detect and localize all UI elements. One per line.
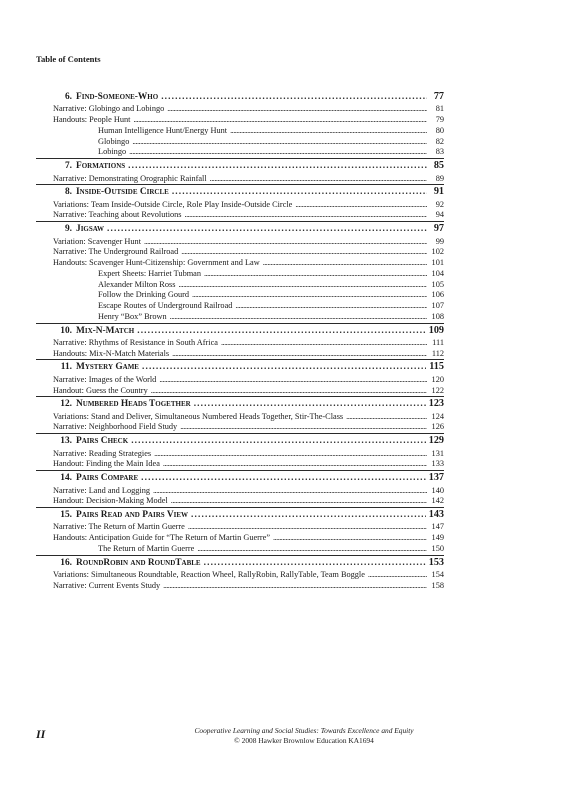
chapter-number: 14. (60, 473, 72, 484)
table-of-contents (36, 90, 444, 592)
chapter-title: Numbered Heads Together (76, 399, 191, 410)
entry-title: Globingo (98, 136, 130, 146)
page-number: 101 (431, 258, 444, 268)
toc-chapter-row (36, 184, 444, 199)
page-number: 83 (435, 147, 444, 157)
dot-leader (204, 556, 426, 570)
entry-title: Handouts: Mix-N-Match Materials (53, 348, 170, 358)
dot-leader (141, 471, 426, 485)
toc-entry-row (36, 258, 444, 269)
page-number: 97 (433, 223, 444, 235)
entry-title: Handouts: Anticipation Guide for “The Return of Martin Guerre” (53, 533, 271, 543)
toc-entry-row (36, 126, 444, 137)
chapter-number: 6. (64, 92, 72, 102)
page-number: 107 (431, 301, 444, 311)
footer-page-number: II (36, 727, 46, 741)
toc-entry-row (36, 247, 444, 258)
dot-leader (163, 459, 427, 470)
dot-leader (295, 200, 427, 211)
entry-title: Narrative: The Underground Railroad (53, 247, 179, 257)
toc-entry-row (36, 570, 444, 581)
toc-chapter-row (36, 433, 444, 448)
chapter-number: 11. (60, 362, 72, 373)
page-number: 85 (433, 160, 444, 172)
dot-leader (159, 375, 427, 386)
dot-leader (194, 397, 426, 411)
toc-entry-row (36, 210, 444, 221)
page-number: 111 (432, 337, 444, 347)
toc-chapter-row (36, 323, 444, 338)
chapter-title: Mystery Game (76, 362, 139, 373)
toc-entry-row (36, 280, 444, 291)
entry-title: Escape Routes of Underground Railroad (98, 301, 233, 311)
page-number: 82 (435, 136, 444, 146)
page-number: 109 (428, 324, 444, 336)
page-number: 77 (433, 91, 444, 102)
toc-chapter-row (36, 221, 444, 236)
toc-entry-row (36, 301, 444, 312)
page-number: 105 (431, 279, 444, 289)
dot-leader (129, 147, 427, 158)
page-number: 133 (431, 459, 444, 469)
entry-title: The Return of Martin Guerre (98, 543, 195, 553)
toc-entry-row (36, 375, 444, 386)
toc-entry-row (36, 312, 444, 323)
dot-leader (128, 159, 427, 173)
page-number: 89 (435, 173, 444, 183)
dot-leader (161, 90, 427, 104)
entry-title: Handout: Decision-Making Model (53, 496, 168, 506)
page-number: 79 (435, 115, 444, 125)
toc-entry-row (36, 422, 444, 433)
dot-leader (154, 449, 427, 460)
toc-entry-row (36, 581, 444, 592)
chapter-title: Pairs Read and Pairs View (76, 510, 188, 521)
page-number: 104 (431, 268, 444, 278)
page-number: 106 (431, 290, 444, 300)
toc-chapter-row (36, 507, 444, 522)
dot-leader (210, 174, 427, 185)
page-number: 102 (431, 247, 444, 257)
dot-leader (197, 544, 427, 555)
dot-leader (144, 237, 427, 248)
dot-leader (107, 222, 427, 236)
dot-leader (191, 508, 426, 522)
chapter-title: Inside-Outside Circle (76, 187, 169, 198)
chapter-number: 7. (64, 161, 72, 172)
chapter-title: Pairs Compare (76, 473, 139, 484)
dot-leader (204, 269, 427, 280)
chapter-title: Find-Someone-Who (76, 92, 159, 102)
toc-entry-row (36, 522, 444, 533)
entry-title: Variations: Stand and Deliver, Simultaneous Numbered Heads Together, Stir-The-Class (53, 411, 344, 421)
entry-title: Handouts: Scavenger Hunt-Citizenship: Government and Law (53, 258, 260, 268)
toc-entry-row (36, 338, 444, 349)
toc-entry-row (36, 104, 444, 115)
toc-chapter-row (36, 555, 444, 570)
page-number: 115 (429, 361, 444, 373)
dot-leader (153, 486, 427, 497)
page-number: 91 (433, 186, 444, 198)
entry-title: Handout: Finding the Main Idea (53, 459, 160, 469)
entry-title: Narrative: Rhythms of Resistance in South Africa (53, 337, 218, 347)
page-number: 137 (428, 472, 444, 484)
entry-title: Alexander Milton Ross (98, 279, 176, 289)
toc-chapter-row (36, 359, 444, 374)
dot-leader (151, 386, 427, 397)
toc-entry-row (36, 174, 444, 185)
toc-entry-row (36, 147, 444, 158)
chapter-title: Formations (76, 161, 126, 172)
toc-entry-row (36, 386, 444, 397)
dot-leader (163, 581, 427, 592)
footer-copyright: © 2008 Hawker Brownlow Education KA1694 (234, 736, 374, 745)
dot-leader (133, 115, 427, 126)
entry-title: Lobingo (98, 147, 127, 157)
page-number: 149 (431, 533, 444, 543)
page-number: 123 (428, 398, 444, 410)
page-number: 94 (435, 210, 444, 220)
toc-chapter-row (36, 90, 444, 104)
page-number: 99 (435, 236, 444, 246)
chapter-number: 16. (60, 557, 72, 568)
dot-leader (192, 290, 427, 301)
entry-title: Variations: Simultaneous Roundtable, Reaction Wheel, RallyRobin, RallyTable, Team Boggle (53, 570, 365, 580)
toc-entry-row (36, 412, 444, 423)
dot-leader (137, 324, 426, 338)
page-number: 126 (431, 422, 444, 432)
entry-title: Variations: Team Inside-Outside Circle, Role Play Inside-Outside Circle (53, 199, 293, 209)
entry-title: Narrative: Neighborhood Field Study (53, 422, 178, 432)
dot-leader (132, 137, 427, 148)
entry-title: Henry “Box” Brown (98, 311, 167, 321)
dot-leader (142, 360, 426, 374)
toc-entry-row (36, 486, 444, 497)
page-number: 108 (431, 311, 444, 321)
toc-entry-row (36, 237, 444, 248)
dot-leader (170, 312, 427, 323)
page-number: 112 (431, 348, 444, 358)
toc-entry-row (36, 544, 444, 555)
toc-entry-row (36, 137, 444, 148)
page-number: 129 (428, 435, 444, 447)
toc-chapter-row (36, 158, 444, 173)
chapter-title: Mix-N-Match (76, 325, 135, 336)
page-number: 158 (431, 580, 444, 590)
toc-entry-row (36, 200, 444, 211)
dot-leader (178, 280, 427, 291)
dot-leader (171, 496, 427, 507)
dot-leader (185, 210, 427, 221)
page-number: 153 (428, 556, 444, 568)
entry-title: Narrative: Demonstrating Orographic Rainfall (53, 173, 207, 183)
page-number: 131 (431, 448, 444, 458)
dot-leader (167, 104, 427, 115)
dot-leader (263, 258, 427, 269)
toc-chapter-row (36, 396, 444, 411)
dot-leader (188, 522, 427, 533)
entry-title: Narrative: Current Events Study (53, 580, 161, 590)
toc-entry-row (36, 449, 444, 460)
dot-leader (368, 570, 427, 581)
entry-title: Handout: Guess the Country (53, 385, 148, 395)
entry-title: Handouts: People Hunt (53, 115, 131, 125)
entry-title: Narrative: Images of the World (53, 374, 157, 384)
page-number: 154 (431, 570, 444, 580)
chapter-number: 9. (64, 224, 72, 235)
entry-title: Narrative: The Return of Martin Guerre (53, 522, 185, 532)
dot-leader (172, 349, 427, 360)
entry-title: Variation: Scavenger Hunt (53, 236, 142, 246)
entry-title: Narrative: Globingo and Lobingo (53, 104, 165, 114)
dot-leader (221, 338, 427, 349)
toc-entry-row (36, 349, 444, 360)
chapter-number: 12. (60, 399, 72, 410)
chapter-number: 10. (60, 325, 72, 336)
entry-title: Expert Sheets: Harriet Tubman (98, 268, 202, 278)
page-number: 120 (431, 374, 444, 384)
toc-chapter-row (36, 470, 444, 485)
chapter-title: Jigsaw (76, 224, 105, 235)
dot-leader (235, 301, 427, 312)
chapter-number: 8. (64, 187, 72, 198)
chapter-title: Pairs Check (76, 436, 129, 447)
footer (120, 726, 488, 746)
page-number: 122 (431, 385, 444, 395)
dot-leader (346, 412, 427, 423)
chapter-number: 15. (60, 510, 72, 521)
dot-leader (131, 434, 426, 448)
dot-leader (180, 422, 427, 433)
footer-book-title: Cooperative Learning and Social Studies: Towards Excellence and Equity (194, 726, 414, 735)
toc-entry-row (36, 269, 444, 280)
page-number: 143 (428, 509, 444, 521)
page-number: 124 (431, 411, 444, 421)
page-number: 80 (435, 125, 444, 135)
dot-leader (273, 533, 427, 544)
page-number: 142 (431, 496, 444, 506)
toc-entry-row (36, 496, 444, 507)
page-number: 92 (435, 199, 444, 209)
chapter-number: 13. (60, 436, 72, 447)
dot-leader (172, 185, 427, 199)
entry-title: Narrative: Teaching about Revolutions (53, 210, 182, 220)
chapter-title: RoundRobin and RoundTable (76, 557, 201, 568)
dot-leader (181, 247, 427, 258)
toc-entry-row (36, 115, 444, 126)
entry-title: Narrative: Land and Logging (53, 485, 150, 495)
toc-entry-row (36, 459, 444, 470)
toc-entry-row (36, 290, 444, 301)
page-number: 147 (431, 522, 444, 532)
page-number: 140 (431, 485, 444, 495)
page-number: 150 (431, 543, 444, 553)
page-number: 81 (435, 104, 444, 114)
toc-entry-row (36, 533, 444, 544)
entry-title: Narrative: Reading Strategies (53, 448, 152, 458)
entry-title: Follow the Drinking Gourd (98, 290, 190, 300)
dot-leader (230, 126, 427, 137)
entry-title: Human Intelligence Hunt/Energy Hunt (98, 125, 228, 135)
page-header-title: Table of Contents (36, 54, 101, 64)
